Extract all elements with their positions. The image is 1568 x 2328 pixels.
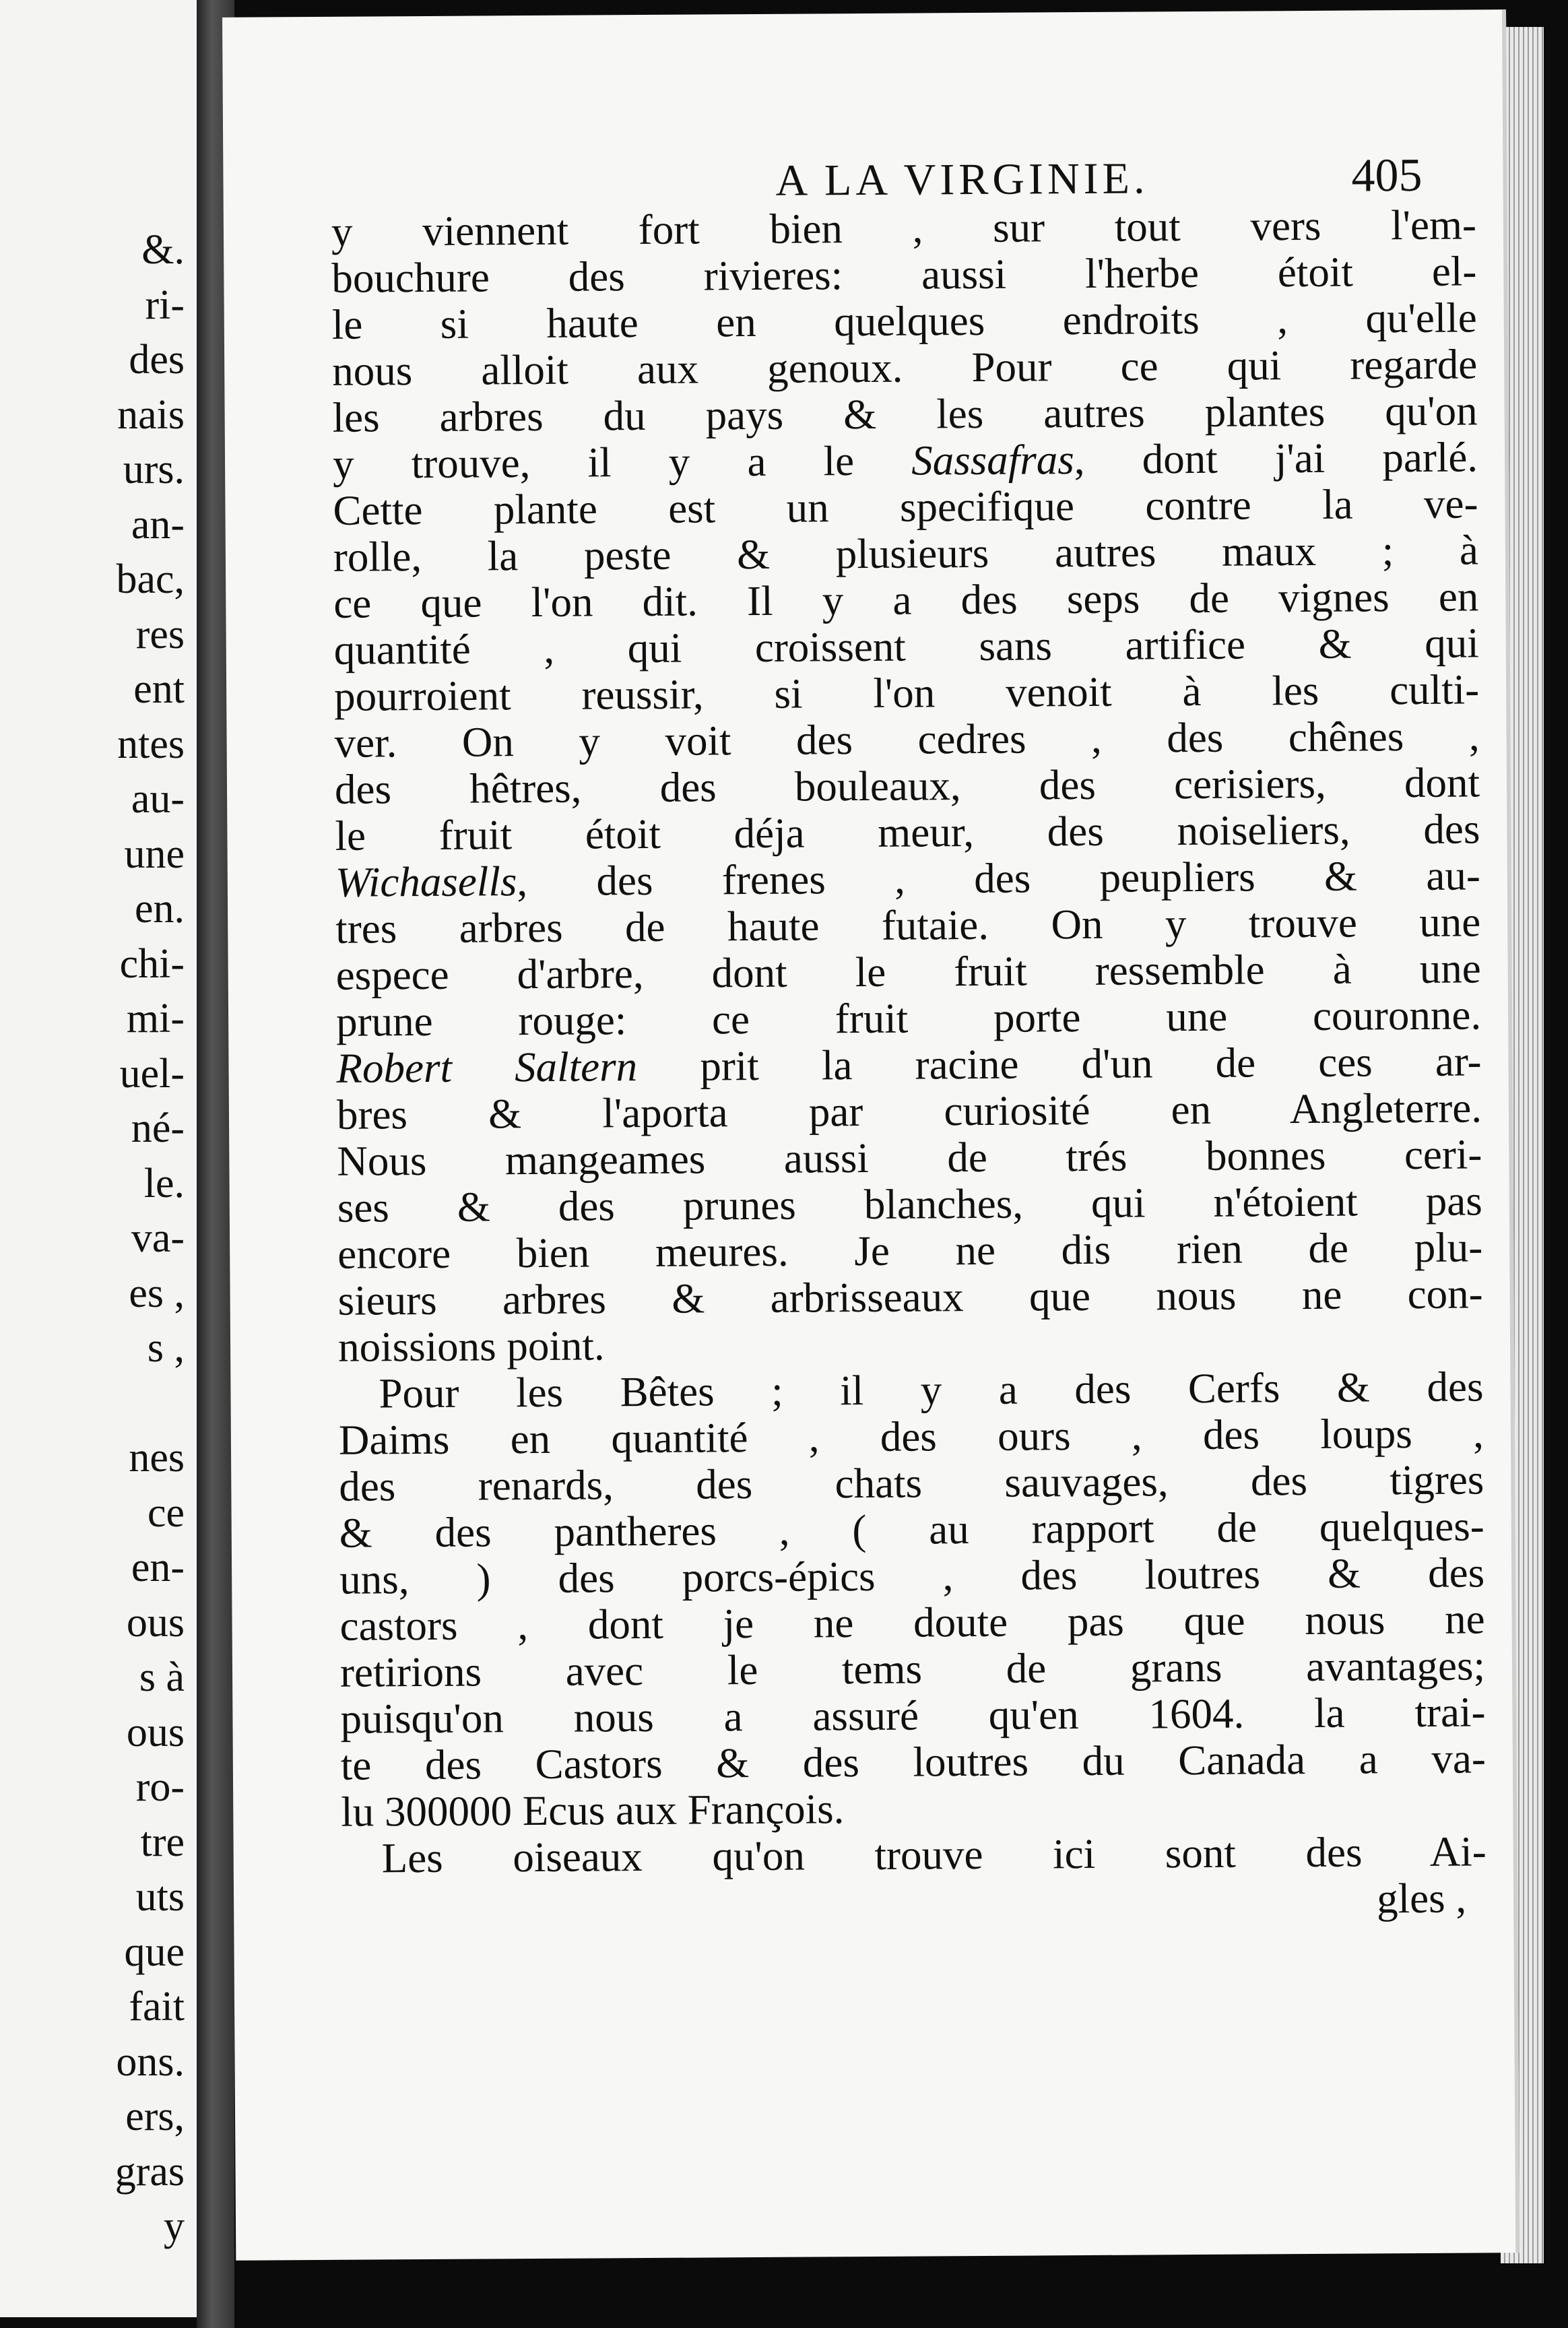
text-line — [333, 573, 1478, 626]
text-run: le fruit étoit déja meur, des noiseliers, des — [335, 805, 1480, 860]
book-page — [222, 9, 1520, 2261]
left-page-fragment: s à — [139, 1654, 185, 1700]
text-line — [341, 1735, 1486, 1788]
text-line — [333, 480, 1478, 534]
text-line — [331, 248, 1476, 301]
left-page-fragment: ent — [133, 666, 185, 712]
left-page-fragment: ous — [126, 1599, 185, 1646]
text-run: le si haute en quelques endroits , qu'elle — [331, 294, 1477, 348]
italic-name: Wichasells — [335, 858, 517, 906]
left-page-fragment: chi- — [119, 940, 185, 987]
text-run: encore bien meures. Je ne dis rien de plu- — [337, 1223, 1483, 1278]
text-run: Les oiseaux qu'on trouve ici sont des Ai- — [381, 1828, 1487, 1882]
left-page-fragment: que — [124, 1929, 185, 1975]
left-page-fragment: s , — [147, 1325, 185, 1371]
text-run: , dont j'ai parlé. — [1074, 433, 1478, 484]
text-run: uns, ) des porcs-épics , des loutres & des — [339, 1549, 1485, 1603]
left-page-fragment: gras — [115, 2148, 185, 2195]
text-run: prit la racine d'un de ces ar- — [636, 1037, 1482, 1091]
text-run: te des Castors & des loutres du Canada a va- — [340, 1735, 1487, 1789]
text-line — [341, 1782, 1486, 1835]
text-line — [333, 434, 1478, 487]
text-line — [334, 666, 1479, 719]
text-line — [332, 294, 1477, 348]
text-line — [332, 387, 1477, 441]
left-page-fragment: y — [164, 2203, 185, 2249]
text-run: les arbres du pays & les autres plantes qu'on — [332, 387, 1478, 441]
left-page-fragment: ro- — [135, 1764, 185, 1810]
text-line — [339, 1596, 1484, 1649]
text-line — [332, 341, 1477, 394]
left-page-fragment: ri- — [145, 282, 185, 328]
page-number: 405 — [1351, 149, 1423, 202]
text-line — [340, 1642, 1485, 1695]
text-run: puisqu'on nous a assuré qu'en 1604. la trai- — [340, 1688, 1486, 1743]
text-run: bouchure des rivieres: aussi l'herbe étoit el- — [331, 247, 1477, 302]
left-page-fragment: ons. — [116, 2038, 185, 2085]
left-page-fragment: au- — [131, 776, 185, 822]
text-run: y trouve, il y a le — [332, 437, 912, 488]
text-run: bres & l'aporta par curiosité en Angleterre. — [336, 1084, 1482, 1138]
text-run: Daims en quantité , des ours , des loups , — [338, 1409, 1484, 1464]
text-line — [337, 1177, 1482, 1231]
text-line — [336, 992, 1481, 1045]
text-line — [339, 1456, 1484, 1510]
text-run: des hêtres, des bouleaux, des cerisiers, dont — [334, 758, 1480, 813]
text-run: prune rouge: ce fruit porte une couronne. — [335, 991, 1482, 1045]
left-page-fragment: ce — [147, 1489, 185, 1536]
text-line — [339, 1549, 1484, 1603]
text-run: espece d'arbre, dont le fruit ressemble à une — [335, 944, 1481, 999]
left-page-fragment: fait — [129, 1984, 185, 2030]
left-page-fragment: des — [129, 337, 185, 383]
text-line — [338, 1317, 1483, 1370]
left-page-fragment: nais — [117, 391, 185, 438]
text-line — [335, 759, 1480, 812]
text-run: ce que l'on dit. Il y a des seps de vignes en — [333, 573, 1479, 627]
text-line — [335, 806, 1480, 859]
text-run: y viennent fort bien , sur tout vers l'em- — [331, 201, 1477, 255]
left-page-fragment: une — [124, 831, 185, 877]
text-line — [335, 899, 1480, 952]
text-line — [338, 1363, 1483, 1417]
text-run: rolle, la peste & plusieurs autres maux ; à — [333, 526, 1479, 581]
left-page-fragment: le. — [143, 1160, 185, 1206]
left-page-fragment: ntes — [117, 721, 185, 767]
text-line — [339, 1503, 1484, 1556]
text-line — [337, 1085, 1482, 1138]
italic-name: Sassafras — [911, 436, 1075, 484]
left-page-fragment: an- — [131, 501, 185, 548]
text-line — [340, 1689, 1485, 1742]
text-line — [334, 713, 1479, 766]
text-run: & des pantheres , ( au rapport de quelques- — [339, 1502, 1484, 1557]
italic-name: Robert Saltern — [336, 1043, 638, 1092]
left-page-fragment: es , — [129, 1270, 185, 1316]
left-page-fragment: en. — [134, 886, 185, 932]
text-run: ver. On y voit des cedres , des chênes , — [334, 712, 1480, 767]
left-page-fragment: bac, — [116, 556, 185, 602]
text-line — [337, 1131, 1482, 1184]
text-line — [339, 1410, 1484, 1463]
left-page-fragment: va- — [131, 1215, 185, 1261]
text-run: quantité , qui croissent sans artifice & qui — [333, 619, 1479, 674]
text-line — [331, 201, 1476, 255]
left-page-fragment: né- — [131, 1105, 185, 1151]
text-line — [335, 852, 1480, 905]
left-page-fragment: nes — [129, 1435, 185, 1481]
text-run: tres arbres de haute futaie. On y trouve une — [335, 898, 1481, 952]
text-run: noissions point. — [337, 1322, 605, 1371]
text-line — [337, 1224, 1482, 1277]
left-page-fragment: res — [135, 611, 185, 657]
left-page-fragment: en- — [131, 1545, 185, 1590]
text-run: ses & des prunes blanches, qui n'étoient pas — [337, 1177, 1482, 1231]
left-page-fragment: ous — [126, 1709, 185, 1755]
text-run: nous alloit aux genoux. Pour ce qui regarde — [332, 340, 1478, 395]
text-run: , des frenes , des peupliers & au- — [517, 851, 1481, 905]
adjacent-page — [0, 0, 197, 2317]
text-run: Pour les Bêtes ; il y a des Cerfs & des — [379, 1363, 1484, 1417]
text-line — [333, 527, 1478, 580]
body-text — [331, 201, 1487, 1928]
left-page-fragment: urs. — [123, 447, 185, 492]
text-line — [336, 1038, 1481, 1091]
text-run: Cette plante est un specifique contre la ve- — [333, 480, 1478, 534]
left-page-fragment: tre — [140, 1819, 185, 1865]
left-page-fragment: mi- — [126, 996, 185, 1041]
text-line — [341, 1828, 1487, 1881]
text-line — [341, 1875, 1487, 1928]
text-run: castors , dont je ne doute pas que nous ne — [339, 1595, 1485, 1650]
left-page-fragment: uel- — [119, 1050, 185, 1097]
text-run: des renards, des chats sauvages, des tigres — [339, 1456, 1484, 1510]
text-line — [335, 945, 1480, 998]
text-run: lu 300000 Ecus aux François. — [341, 1785, 845, 1836]
text-run: pourroient reussir, si l'on venoit à les culti- — [333, 666, 1480, 720]
text-run: retirions avec le tems de grans avantages; — [339, 1642, 1486, 1696]
left-page-fragment: uts — [135, 1874, 185, 1920]
running-head: A LA VIRGINIE. — [775, 154, 1149, 205]
left-page-fragment: &. — [141, 227, 185, 273]
text-line — [334, 620, 1479, 673]
text-line — [337, 1270, 1482, 1324]
left-page-fragment: ers, — [125, 2094, 185, 2139]
text-run: sieurs arbres & arbrisseaux que nous ne con- — [337, 1270, 1483, 1324]
text-run: Nous mangeames aussi de trés bonnes ceri- — [337, 1130, 1482, 1185]
text-run: gles , — [1376, 1874, 1467, 1922]
